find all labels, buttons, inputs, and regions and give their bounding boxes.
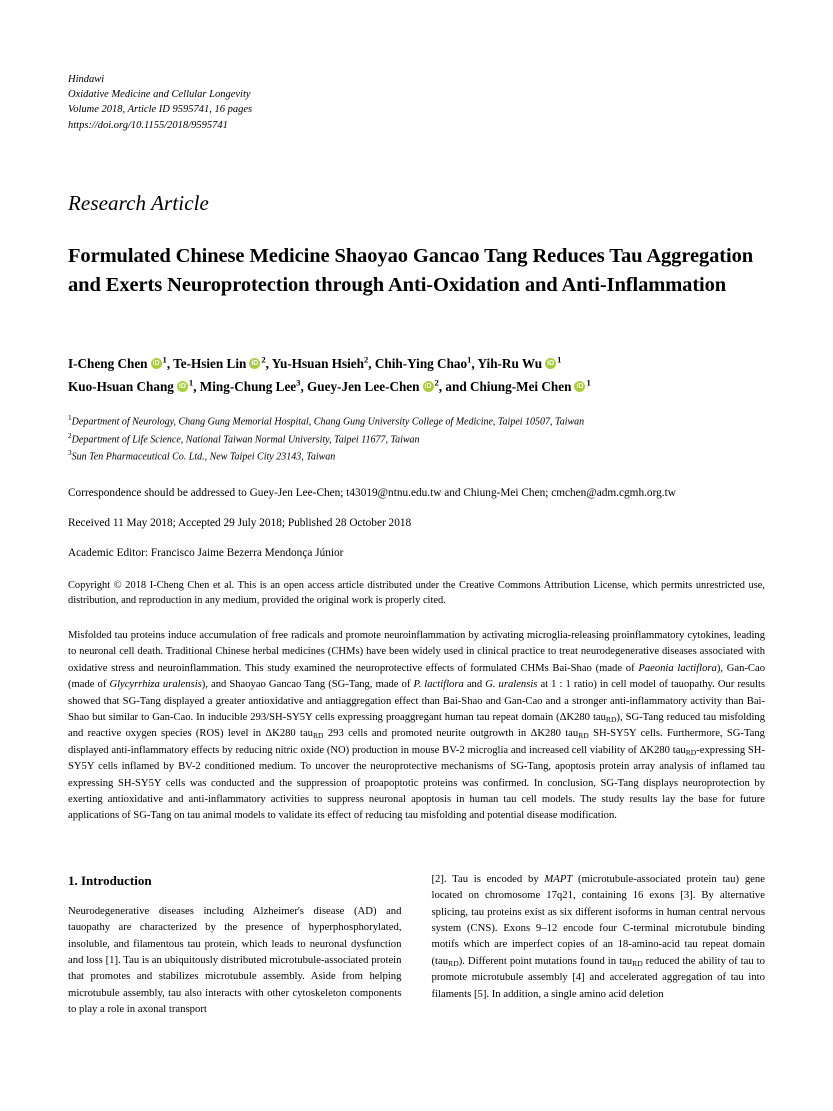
author-separator: ,: [166, 356, 174, 372]
page-title: Formulated Chinese Medicine Shaoyao Gancao Tang Reduces Tau Aggregation and Exerts Neuroprotection through Anti-Oxidation and Anti-Inflammation: [68, 244, 754, 296]
affiliation-marker: 1: [68, 413, 72, 423]
author-name: Kuo-Hsuan Chang: [68, 379, 174, 395]
section-heading-introduction: 1. Introduction: [68, 872, 152, 888]
orcid-icon[interactable]: [545, 358, 556, 369]
journal-name: Oxidative Medicine and Cellular Longevity: [68, 89, 251, 101]
orcid-icon[interactable]: [151, 358, 162, 369]
affiliation-text: Sun Ten Pharmaceutical Co. Ltd., New Taipei City 23143, Taiwan: [71, 451, 336, 463]
author-separator: ,: [471, 356, 478, 372]
author-affiliation-marker: 1: [557, 354, 562, 365]
copyright-notice: Copyright © 2018 I-Cheng Chen et al. This is an open access article distributed under the Creative Commons Attribution License, which permits unrestricted use, distribution, and reproduction in any medium, provided the original work is properly cited.: [68, 579, 765, 606]
author-name: Yih-Ru Wu: [477, 356, 543, 372]
column-right: [432, 871, 766, 1018]
correspondence-note: Correspondence should be addressed to Guey-Jen Lee-Chen; t43019@ntnu.edu.tw and Chiung-Mei Chen; cmchen@adm.cgmh.org.tw: [68, 486, 676, 499]
orcid-icon[interactable]: [249, 358, 260, 369]
author-separator: , and: [438, 379, 470, 395]
author-separator: ,: [193, 379, 200, 395]
affiliation-list: [68, 412, 765, 465]
journal-masthead: [68, 72, 765, 133]
doi-link[interactable]: https://doi.org/10.1155/2018/9595741: [68, 119, 228, 131]
orcid-icon[interactable]: [177, 381, 188, 392]
author-separator: ,: [368, 356, 375, 372]
author-name: I-Cheng Chen: [68, 356, 148, 372]
affiliation-item: [68, 430, 765, 448]
intro-paragraph-right: [2]. Tau is encoded by MAPT (microtubule-associated protein tau) gene located on chromosome 17q21, containing 16 exons [3]. By alternative splicing, tau proteins exist as six different isoforms in human central nervous system (CNS). Exons 9–12 encode four C-terminal microtubule binding motifs which are imperfect copies of an 18-amino-acid tau repeat domain (tau$_{RD}$). Different point mutations found in tau$_{RD}$ reduced the ability of tau to promote microtubule assembly [4] and accelerated aggregation of tau into filaments [5]. In addition, a single amino acid deletion: [431, 872, 765, 1000]
publication-dates: Received 11 May 2018; Accepted 29 July 2018; Published 28 October 2018: [68, 516, 412, 529]
affiliation-item: [68, 412, 765, 430]
affiliation-marker: 3: [68, 448, 72, 458]
author-affiliation-marker: 1: [586, 377, 591, 388]
author-affiliation-marker: 1: [188, 377, 194, 388]
author-affiliation-marker: 1: [162, 354, 167, 365]
volume-article-info: Volume 2018, Article ID 9595741, 16 pages: [68, 104, 253, 116]
affiliation-text: Department of Neurology, Chang Gung Memorial Hospital, Chang Gung University College of Medicine, Taipei 10507, Taiwan: [71, 416, 585, 428]
intro-paragraph-left: Neurodegenerative diseases including Alzheimer's disease (AD) and tauopathy are characterized by the presence of hyperphosphorylated, insoluble, and filamentous tau protein, which leads to neuronal dysfunction and loss [1]. Tau is an ubiquitously distributed microtubule-associated protein that promotes and stabilizes microtubule assembly. Aside from helping microtubule assembly, tau also interacts with other cytoskeleton components to play a role in axonal transport: [68, 904, 402, 1016]
author-separator: ,: [265, 356, 272, 372]
author-name: Te-Hsien Lin: [173, 356, 247, 372]
author-separator: ,: [300, 379, 308, 395]
author-name: Guey-Jen Lee-Chen: [307, 379, 420, 395]
author-affiliation-marker: 1: [467, 354, 472, 365]
academic-editor: Academic Editor: Francisco Jaime Bezerra Mendonça Júnior: [68, 546, 344, 559]
author-affiliation-marker: 2: [261, 354, 266, 365]
article-type: Research Article: [68, 190, 209, 215]
publisher-name: Hindawi: [68, 74, 105, 85]
affiliation-marker: 2: [68, 430, 72, 440]
orcid-icon[interactable]: [423, 381, 434, 392]
body-columns: [68, 871, 765, 1018]
affiliation-text: Department of Life Science, National Taiwan Normal University, Taipei 11677, Taiwan: [71, 434, 420, 446]
author-affiliation-marker: 3: [296, 377, 301, 388]
orcid-icon[interactable]: [574, 381, 585, 392]
author-list: [68, 352, 765, 398]
affiliation-item: [68, 447, 765, 465]
author-name: Chih-Ying Chao: [374, 356, 468, 372]
abstract-text: Misfolded tau proteins induce accumulation of free radicals and promote neuroinflammation by activating microglia-releasing proinflammatory cytokines, leading to neuronal cell death. Traditional Chinese herbal medicines (CHMs) have been widely used in clinical practice to treat neurodegenerative diseases associated with oxidative stress and neuroinflammation. This study examined the neuroprotective effects of formulated CHMs Bai-Shao (made of Paeonia lactiflora), Gan-Cao (made of Glycyrrhiza uralensis), and Shaoyao Gancao Tang (SG-Tang, made of P. lactiflora and G. uralensis at 1 : 1 ratio) in cell model of tauopathy. Our results showed that SG-Tang displayed a greater antioxidative and antiaggregation effect than Bai-Shao and Gan-Cao and a stronger anti-inflammatory activity than Bai-Shao but similar to Gan-Cao. In inducible 293/SH-SY5Y cells expressing proaggregant human tau repeat domain (ΔK280 tau$_{RD}$), SG-Tang reduced tau misfolding and reactive oxygen species (ROS) level in ΔK280 tau$_{RD}$ 293 cells and promoted neurite outgrowth in ΔK280 tau$_{RD}$ SH-SY5Y cells. Furthermore, SG-Tang displayed anti-inflammatory effects by reducing nitric oxide (NO) production in mouse BV-2 microglia and increased cell viability of ΔK280 tau$_{RD}$-expressing SH-SY5Y cells inflamed by BV-2 conditioned medium. To uncover the neuroprotective mechanisms of SG-Tang, apoptosis protein array analysis of inflamed tau expressing SH-SY5Y cells was conducted and the suppression of proapoptotic proteins was confirmed. In conclusion, SG-Tang displays neuroprotection by exerting antioxidative and anti-inflammatory activities to suppress neuronal apoptosis in human tau cell models. The study results lay the base for future applications of SG-Tang on tau animal models to validate its effect of reducing tau misfolding and potential disease modification.: [68, 630, 766, 822]
author-name: Chiung-Mei Chen: [469, 379, 572, 395]
author-name: Yu-Hsuan Hsieh: [271, 356, 364, 372]
author-affiliation-marker: 2: [363, 354, 369, 365]
column-left: [68, 871, 402, 1018]
author-name: Ming-Chung Lee: [199, 379, 297, 395]
author-affiliation-marker: 2: [434, 377, 439, 388]
